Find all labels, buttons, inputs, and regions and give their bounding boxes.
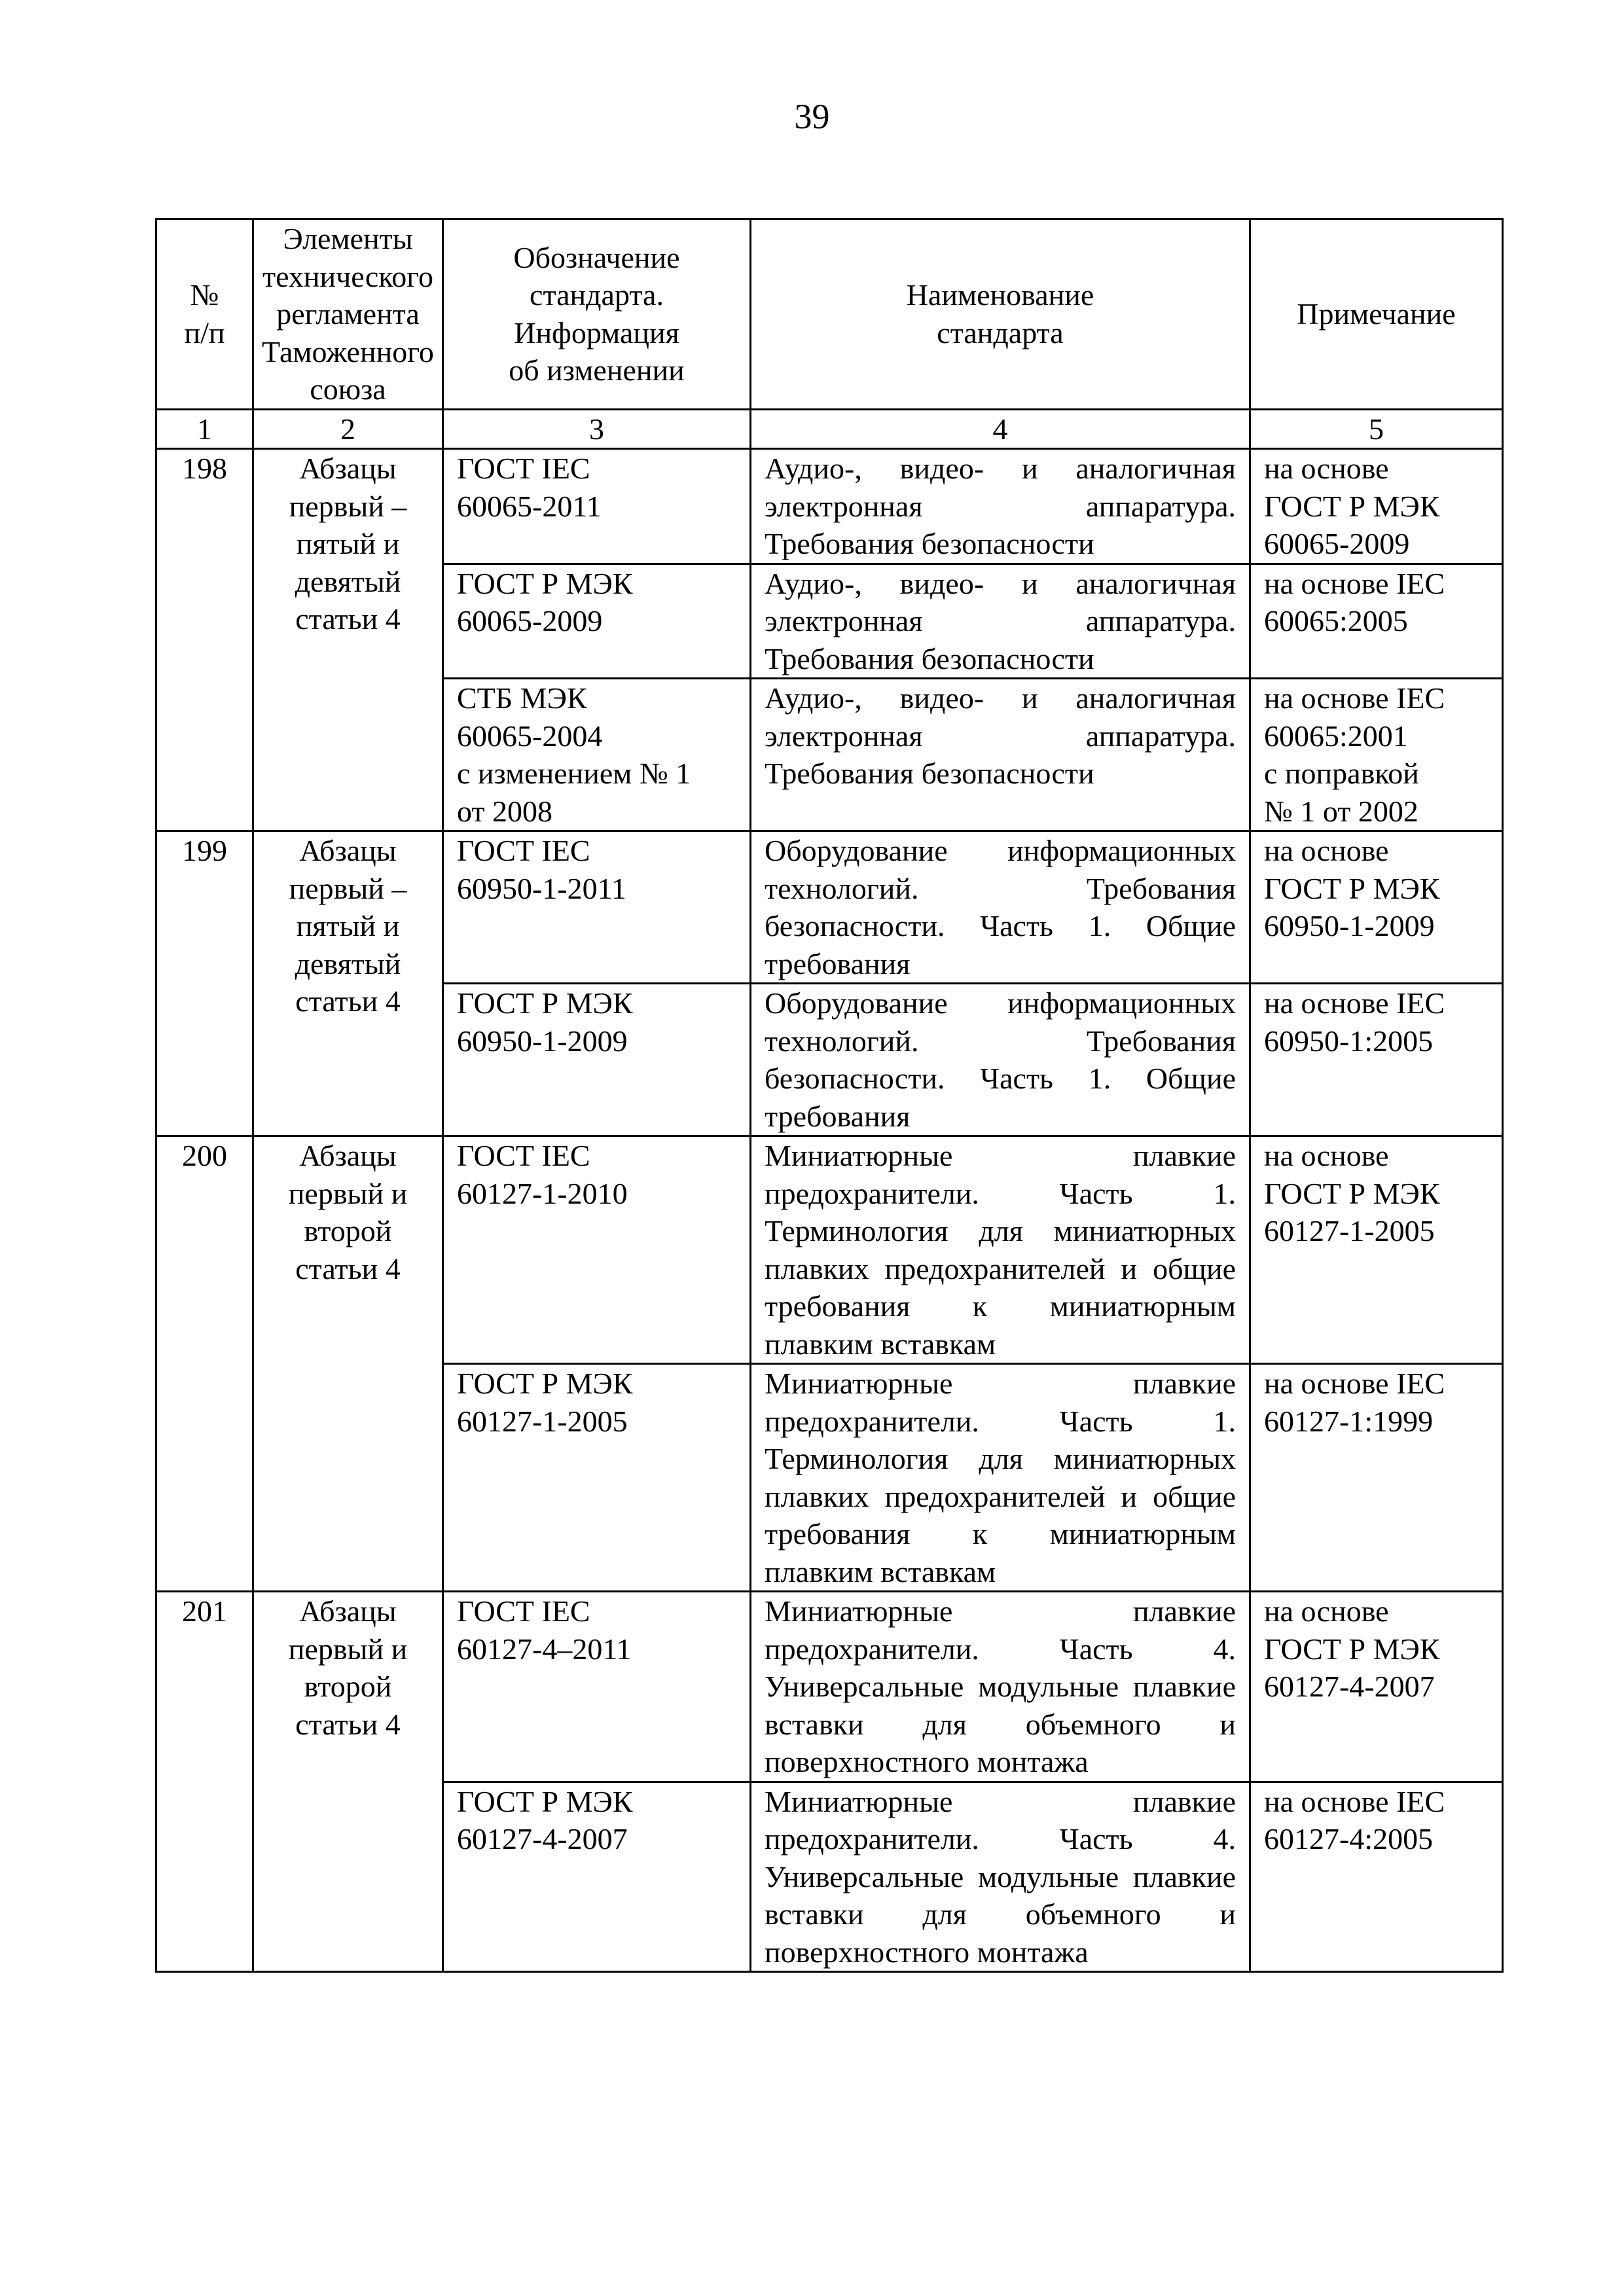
standard-name: Аудио-, видео- и аналогичная электронная аппаратура. Требования безопасности bbox=[751, 449, 1250, 564]
header-cell-note bbox=[1250, 219, 1503, 410]
header-cell-designation bbox=[443, 219, 751, 410]
column-number: 3 bbox=[443, 409, 751, 449]
standard-note: на основе IEC 60950-1:2005 bbox=[1250, 984, 1503, 1136]
standard-designation: ГОСТ Р МЭК 60065-2009 bbox=[443, 564, 751, 679]
header-note-label: Примечание bbox=[1297, 297, 1456, 331]
standard-name: Миниатюрные плавкие предохранители. Часть 1. Терминология для миниатюрных плавких предохранителей и общие требования к миниатюрным плавким вставкам bbox=[751, 1136, 1250, 1364]
column-number: 5 bbox=[1250, 409, 1503, 449]
column-number: 4 bbox=[751, 409, 1250, 449]
row-number: 199 bbox=[156, 831, 253, 1136]
header-name-label: Наименование стандарта bbox=[906, 278, 1094, 350]
header-cell-elements bbox=[253, 219, 443, 410]
header-row bbox=[156, 219, 1503, 410]
standard-name: Оборудование информационных технологий. Требования безопасности. Часть 1. Общие требования bbox=[751, 831, 1250, 984]
row-number: 200 bbox=[156, 1136, 253, 1592]
row-number: 198 bbox=[156, 449, 253, 831]
standard-note: на основе ГОСТ Р МЭК 60950-1-2009 bbox=[1250, 831, 1503, 984]
standard-name: Оборудование информационных технологий. Требования безопасности. Часть 1. Общие требования bbox=[751, 984, 1250, 1136]
standard-designation: ГОСТ IEC 60065-2011 bbox=[443, 449, 751, 564]
standard-note: на основе ГОСТ Р МЭК 60065-2009 bbox=[1250, 449, 1503, 564]
standard-note: на основе IEC 60127-4:2005 bbox=[1250, 1782, 1503, 1972]
standard-name: Миниатюрные плавкие предохранители. Часть 4. Универсальные модульные плавкие вставки для объемного и поверхностного монтажа bbox=[751, 1592, 1250, 1782]
standard-note: на основе IEC 60065:2005 bbox=[1250, 564, 1503, 679]
header-cell-name bbox=[751, 219, 1250, 410]
header-designation-label: Обозначение стандарта. Информация об изменении bbox=[509, 240, 685, 387]
standards-table bbox=[155, 218, 1504, 1973]
column-number: 1 bbox=[156, 409, 253, 449]
standard-name: Аудио-, видео- и аналогичная электронная аппаратура. Требования безопасности bbox=[751, 564, 1250, 679]
regulation-elements: Абзацы первый и второй статьи 4 bbox=[253, 1136, 443, 1592]
row-number: 201 bbox=[156, 1592, 253, 1972]
standard-note: на основе IEC 60065:2001 с поправкой № 1 от 2002 bbox=[1250, 679, 1503, 831]
standard-designation: ГОСТ Р МЭК 60950-1-2009 bbox=[443, 984, 751, 1136]
header-cell-number bbox=[156, 219, 253, 410]
standard-name: Миниатюрные плавкие предохранители. Часть 4. Универсальные модульные плавкие вставки для объемного и поверхностного монтажа bbox=[751, 1782, 1250, 1972]
page-number: 39 bbox=[794, 97, 830, 136]
regulation-elements: Абзацы первый – пятый и девятый статьи 4 bbox=[253, 831, 443, 1136]
standard-note: на основе ГОСТ Р МЭК 60127-1-2005 bbox=[1250, 1136, 1503, 1364]
standard-note: на основе ГОСТ Р МЭК 60127-4-2007 bbox=[1250, 1592, 1503, 1782]
standard-designation: ГОСТ Р МЭК 60127-1-2005 bbox=[443, 1364, 751, 1592]
standard-designation: ГОСТ IEC 60127-4–2011 bbox=[443, 1592, 751, 1782]
standard-designation: СТБ МЭК 60065-2004 с изменением № 1 от 2008 bbox=[443, 679, 751, 831]
header-number-label: № п/п bbox=[184, 278, 225, 350]
standard-name: Аудио-, видео- и аналогичная электронная аппаратура. Требования безопасности bbox=[751, 679, 1250, 831]
standard-designation: ГОСТ IEC 60950-1-2011 bbox=[443, 831, 751, 984]
table-row bbox=[156, 831, 1503, 984]
regulation-elements: Абзацы первый и второй статьи 4 bbox=[253, 1592, 443, 1972]
regulation-elements: Абзацы первый – пятый и девятый статьи 4 bbox=[253, 449, 443, 831]
table-row bbox=[156, 1136, 1503, 1364]
table-row bbox=[156, 1592, 1503, 1782]
column-numbers-row bbox=[156, 409, 1503, 449]
standard-designation: ГОСТ IEC 60127-1-2010 bbox=[443, 1136, 751, 1364]
standard-name: Миниатюрные плавкие предохранители. Часть 1. Терминология для миниатюрных плавких предохранителей и общие требования к миниатюрным плавким вставкам bbox=[751, 1364, 1250, 1592]
standard-note: на основе IEC 60127-1:1999 bbox=[1250, 1364, 1503, 1592]
standard-designation: ГОСТ Р МЭК 60127-4-2007 bbox=[443, 1782, 751, 1972]
header-elements-label: Элементы технического регламента Таможенного союза bbox=[262, 222, 434, 406]
column-number: 2 bbox=[253, 409, 443, 449]
table-row bbox=[156, 449, 1503, 564]
